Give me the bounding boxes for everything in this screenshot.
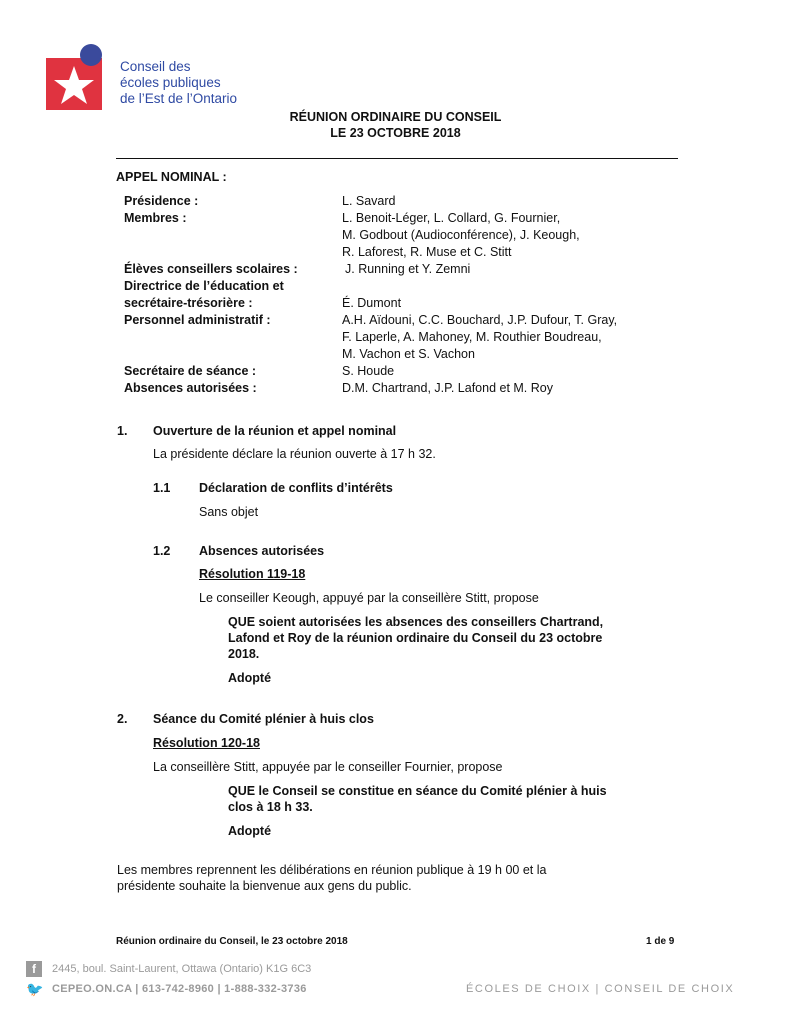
subsection-title: Déclaration de conflits d’intérêts <box>199 481 393 495</box>
appel-value: R. Laforest, R. Muse et C. Stitt <box>342 245 512 259</box>
star-figure-icon <box>46 58 102 110</box>
appel-value: J. Running et Y. Zemni <box>345 262 471 276</box>
appel-heading: APPEL NOMINAL : <box>116 170 227 184</box>
appel-value: A.H. Aïdouni, C.C. Bouchard, J.P. Dufour, T. Gray, <box>342 313 618 327</box>
tagline: ÉCOLES DE CHOIX | CONSEIL DE CHOIX <box>466 983 735 995</box>
appel-value: L. Benoit-Léger, L. Collard, G. Fournier, <box>342 211 561 225</box>
motion-line: clos à 18 h 33. <box>228 800 313 814</box>
appel-value: M. Vachon et S. Vachon <box>342 347 475 361</box>
motion-line: QUE le Conseil se constitue en séance du Comité plénier à huis <box>228 784 607 798</box>
section-title: Séance du Comité plénier à huis clos <box>153 712 374 726</box>
appel-label: Personnel administratif : <box>124 313 271 327</box>
page-number: 1 de 9 <box>646 936 675 947</box>
appel-label: Élèves conseillers scolaires : <box>124 262 298 276</box>
section-number: 2. <box>117 712 128 726</box>
appel-label: Absences autorisées : <box>124 381 257 395</box>
resolution-number: Résolution 119-18 <box>199 567 306 581</box>
appel-label: secrétaire-trésorière : <box>124 296 253 310</box>
logo-line-1: Conseil des <box>120 59 191 74</box>
motion-result: Adopté <box>228 671 272 685</box>
subsection-number: 1.2 <box>153 544 171 558</box>
motion-line: QUE soient autorisées les absences des conseillers Chartrand, <box>228 615 604 629</box>
motion-result: Adopté <box>228 824 272 838</box>
appel-value: É. Dumont <box>342 296 402 310</box>
logo-line-3: de l’Est de l’Ontario <box>120 91 238 106</box>
contact-line: CEPEO.ON.CA | 613-742-8960 | 1-888-332-3736 <box>52 983 307 995</box>
section-text: La présidente déclare la réunion ouverte à 17 h 32. <box>153 447 436 461</box>
appel-value: L. Savard <box>342 194 396 208</box>
logo-mark <box>46 58 102 110</box>
footer-title: Réunion ordinaire du Conseil, le 23 octobre 2018 <box>116 936 348 947</box>
contact-address: 2445, boul. Saint-Laurent, Ottawa (Ontario) K1G 6C3 <box>52 963 312 975</box>
appel-value: D.M. Chartrand, J.P. Lafond et M. Roy <box>342 381 553 395</box>
resolution-intro: Le conseiller Keough, appuyé par la conseillère Stitt, propose <box>199 591 539 605</box>
subsection-text: Sans objet <box>199 505 259 519</box>
divider <box>116 158 678 159</box>
facebook-icon: f <box>26 961 42 977</box>
resolution-number: Résolution 120-18 <box>153 736 260 750</box>
logo-line-2: écoles publiques <box>120 75 221 90</box>
appel-value: M. Godbout (Audioconférence), J. Keough, <box>342 228 580 242</box>
page-date: LE 23 OCTOBRE 2018 <box>330 126 461 140</box>
subsection-number: 1.1 <box>153 481 171 495</box>
section-number: 1. <box>117 424 128 438</box>
motion-line: Lafond et Roy de la réunion ordinaire du Conseil du 23 octobre <box>228 631 603 645</box>
closing-line: présidente souhaite la bienvenue aux gens du public. <box>117 879 412 893</box>
appel-label: Membres : <box>124 211 187 225</box>
appel-label: Présidence : <box>124 194 199 208</box>
appel-label: Directrice de l’éducation et <box>124 279 284 293</box>
motion-line: 2018. <box>228 647 260 661</box>
twitter-icon: 🐦 <box>26 981 44 997</box>
logo-dot <box>80 44 102 66</box>
subsection-title: Absences autorisées <box>199 544 325 558</box>
resolution-intro: La conseillère Stitt, appuyée par le conseiller Fournier, propose <box>153 760 503 774</box>
section-title: Ouverture de la réunion et appel nominal <box>153 424 397 438</box>
page-title: RÉUNION ORDINAIRE DU CONSEIL <box>289 110 502 124</box>
logo-text <box>120 59 237 107</box>
appel-value: S. Houde <box>342 364 395 378</box>
appel-value: F. Laperle, A. Mahoney, M. Routhier Boudreau, <box>342 330 602 344</box>
closing-line: Les membres reprennent les délibérations en réunion publique à 19 h 00 et la <box>117 863 547 877</box>
appel-label: Secrétaire de séance : <box>124 364 257 378</box>
